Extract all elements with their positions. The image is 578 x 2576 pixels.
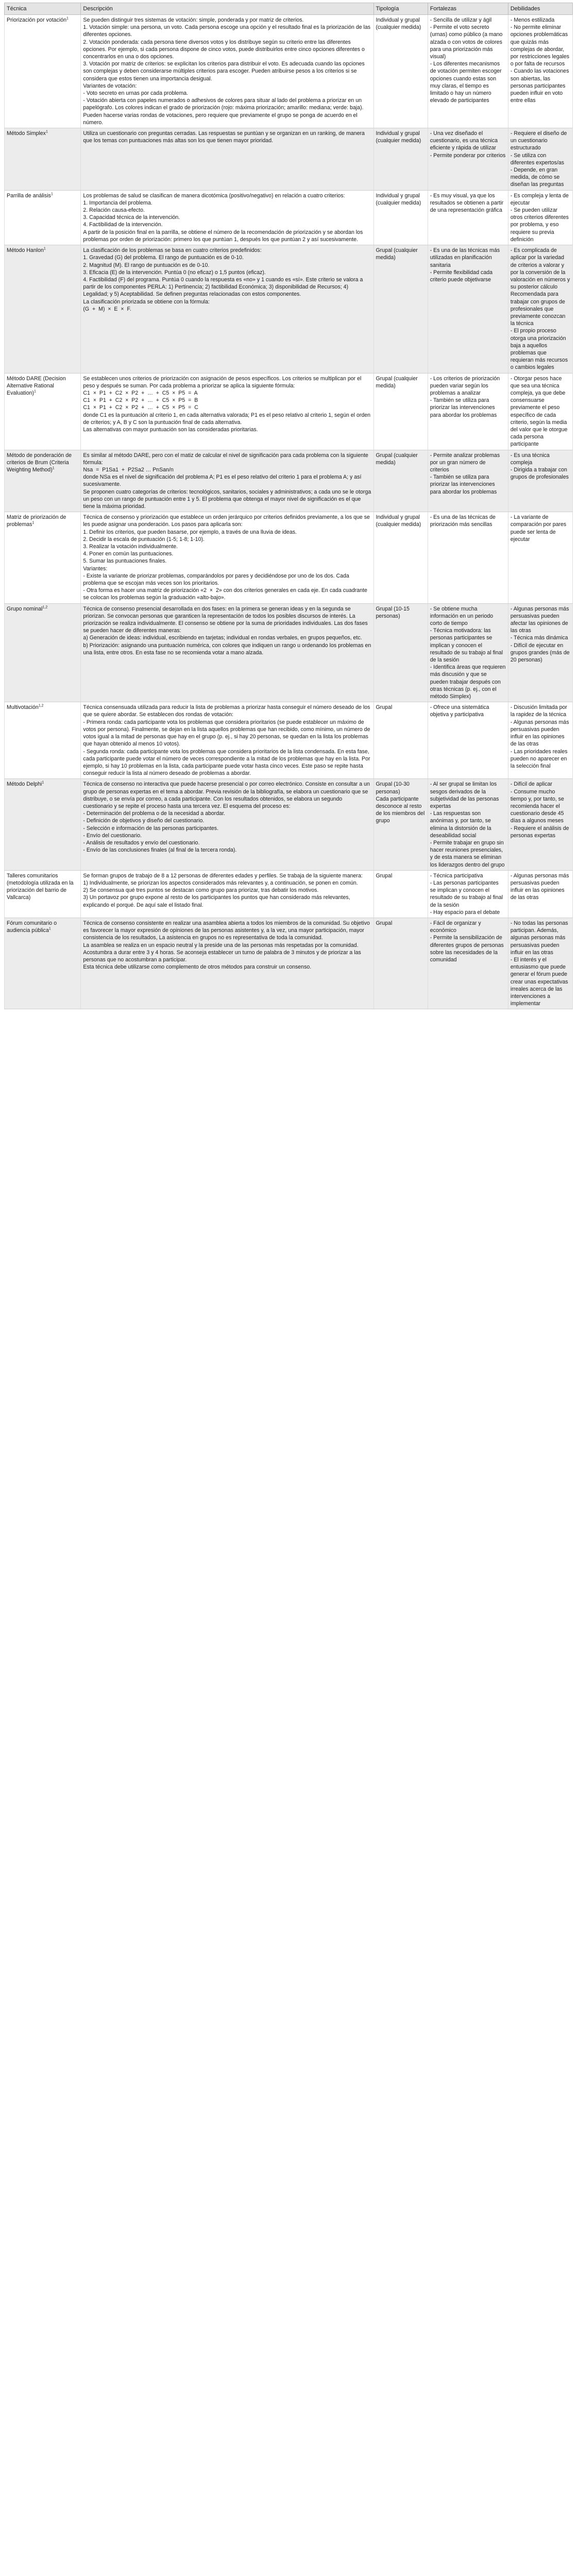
tipologia-text: Individual y grupal (cualquier medida) xyxy=(376,192,421,206)
cell-debilidades xyxy=(508,918,572,1009)
fortalezas-text: - Es una de las técnicas más utilizadas en planificación sanitaria xyxy=(430,247,502,268)
table-row xyxy=(5,450,573,512)
descripcion-text: Técnica de consenso consistente en realizar una asamblea abierta a todos los miembros de la comunidad. Su objetivo es favorecer la mayor expresión de opiniones de las personas asistentes y, a la vez, una mayor participación, mayor consistencia de los resultados, La asistencia en grupos no es representativa de toda la comunidad. xyxy=(83,920,371,941)
cell-debilidades xyxy=(508,603,572,702)
table-row xyxy=(5,128,573,191)
tipologia-text: Individual y grupal (cualquier medida) xyxy=(376,17,421,31)
cell-debilidades xyxy=(508,245,572,373)
descripcion-text: - Otra forma es hacer una matriz de priorización «2 × 2» con dos criterios generales en cada eje. En cada cuadrante se colocan los problemas según la graduación «alto-bajo». xyxy=(83,587,369,601)
reference-superscript: 1 xyxy=(48,927,51,931)
reference-superscript: 1 xyxy=(50,192,53,196)
debilidades-text: - Algunas personas más persuasivas pueden afectar las opiniones de las otras xyxy=(510,605,571,634)
fortalezas-text: - Las personas participantes se implican y conocen el resultado de su trabajo al final de la sesión xyxy=(430,879,504,908)
cell-fortalezas xyxy=(428,512,508,603)
cell-fortalezas xyxy=(428,245,508,373)
table-row xyxy=(5,373,573,450)
descripcion-text: donde C1 es la puntuación al criterio 1, en cada alternativa valorada; P1 es el peso relativo al criterio 1, según el orden de criterios; y A, B y C son la puntuación final de cada alternativa. xyxy=(83,412,372,426)
cell-fortalezas xyxy=(428,779,508,870)
tecnica-text: Método Hanlon xyxy=(7,247,44,254)
cell-tipologia xyxy=(373,918,428,1009)
reference-superscript: 1 xyxy=(42,781,44,785)
debilidades-text: - La variante de comparación por pares puede ser lenta de ejecutar xyxy=(510,514,568,543)
tipologia-text: Grupal xyxy=(376,872,393,879)
cell-fortalezas xyxy=(428,603,508,702)
cell-descripcion xyxy=(81,373,373,450)
fortalezas-text: - Sencilla de utilizar y ágil xyxy=(430,17,492,23)
cell-tipologia xyxy=(373,512,428,603)
reference-superscript: 1 xyxy=(32,521,35,525)
tecnica-text: Talleres comunitarios (metodología utilizada en la priorización del barrio de Vallcarca) xyxy=(7,872,75,901)
cell-debilidades xyxy=(508,779,572,870)
descripcion-text: 1) Individualmente, se priorizan los aspectos considerados más relevantes y, a continuación, se ponen en común. xyxy=(83,879,358,886)
fortalezas-text: - Identifica áreas que requieren más discusión y que se pueden trabajar después con otras técnicas (p. ej., con el método Simplex) xyxy=(430,664,507,700)
header-descripcion: Descripción xyxy=(81,3,373,15)
cell-fortalezas xyxy=(428,870,508,918)
reference-superscript: 1 xyxy=(45,130,48,134)
descripcion-text: 3. Realizar la votación individualmente. xyxy=(83,544,178,550)
descripcion-text: Nsa = P1Sa1 + P2Sa2 … PnSan/n xyxy=(83,466,174,473)
debilidades-text: - Se utiliza con diferentes expertos/as xyxy=(510,152,565,166)
cell-fortalezas xyxy=(428,15,508,128)
descripcion-text: 5. Sumar las puntuaciones finales. xyxy=(83,558,167,565)
descripcion-text: - Envío del cuestionario. xyxy=(83,832,142,839)
descripcion-text: - Determinación del problema o de la necesidad a abordar. xyxy=(83,810,225,817)
tecnica-text: Matriz de priorización de problemas xyxy=(7,514,68,528)
descripcion-text: donde NSa es el nivel de significación del problema A; P1 es el peso relativo del criterio 1 para el problema A; y así sucesivamente. xyxy=(83,474,363,488)
debilidades-text: - Difícil de ejecutar en grupos grandes (más de 20 personas) xyxy=(510,642,571,664)
tipologia-text: Grupal (cualquier medida) xyxy=(376,375,419,389)
descripcion-text: 3) Un portavoz por grupo expone al resto de los participantes los puntos que han considerado más relevantes, explicando el porqué. De aquí sale el listado final. xyxy=(83,894,352,908)
descripcion-text: Se pueden distinguir tres sistemas de votación: simple, ponderada y por matriz de criterios. xyxy=(83,17,304,23)
tecnica-text: Fórum comunitario o audiencia pública xyxy=(7,920,59,934)
debilidades-text: - Dirigida a trabajar con grupos de profesionales xyxy=(510,466,569,481)
debilidades-text: - El propio proceso otorga una priorización baja a aquellos problemas que requieran más recursos o cambios legales xyxy=(510,328,570,371)
descripcion-text: Se forman grupos de trabajo de 8 a 12 personas de diferentes edades y perfiles. Se trabaja de la siguiente manera: xyxy=(83,872,363,879)
descripcion-text: - Definición de objetivos y diseño del cuestionario. xyxy=(83,818,205,824)
fortalezas-text: - Los criterios de priorización pueden variar según los problemas a analizar xyxy=(430,375,502,396)
descripcion-text: Técnica de consenso no interactiva que puede hacerse presencial o por correo electrónico. Consiste en consultar a un grupo de personas expertas en el tema a abordar. Previa revisión de la bibliografía, se elabora un cuestionario que se distribuye, o se envía por correo, a cada participante. Con los resultados obtenidos, se elabora un segundo cuestionario y se repite el proceso hasta una tercera vez. El esquema del proceso es: xyxy=(83,781,371,809)
debilidades-text: - Algunas personas más persuasivas pueden influir en las opiniones de las otras xyxy=(510,872,571,901)
tecnica-text: Método Simplex xyxy=(7,130,46,137)
cell-debilidades xyxy=(508,702,572,779)
descripcion-text: 1. Votación simple: una persona, un voto. Cada persona escoge una opción y el resultado final es la priorización de las diferentes opciones. xyxy=(83,24,372,38)
table-row xyxy=(5,918,573,1009)
descripcion-text: 2) Se consensua qué tres puntos se destacan como grupo para priorizar, tras debatir los motivos. xyxy=(83,887,319,894)
descripcion-text: Se establecen unos criterios de priorización con asignación de pesos específicos. Los criterios se multiplican por el peso y después se suman. Por cada problema a priorizar se aplica la siguiente fórmula: xyxy=(83,375,363,389)
cell-tecnica xyxy=(5,450,81,512)
descripcion-text: La clasificación de los problemas se basa en cuatro criterios predefinidos: xyxy=(83,247,262,254)
fortalezas-text: - Una vez diseñado el cuestionario, es una técnica eficiente y rápida de utilizar xyxy=(430,130,499,151)
cell-tecnica xyxy=(5,702,81,779)
tipologia-text: Grupal xyxy=(376,920,393,926)
debilidades-text: - Cuando las votaciones son abiertas, las personas participantes pueden influir en voto entre ellas xyxy=(510,68,571,104)
cell-debilidades xyxy=(508,128,572,191)
cell-debilidades xyxy=(508,450,572,512)
cell-fortalezas xyxy=(428,450,508,512)
tipologia-text: Cada participante desconoce al resto de los miembros del grupo xyxy=(376,795,427,824)
cell-tipologia xyxy=(373,702,428,779)
cell-debilidades xyxy=(508,15,572,128)
descripcion-text: 2. Magnitud (M). El rango de puntuación es de 0-10. xyxy=(83,262,210,268)
tecnica-text: Método de ponderación de criterios de Brum (Criteria Weighting Method) xyxy=(7,452,73,473)
debilidades-text: - Se pueden utilizar otros criterios diferentes por problema, y eso requiere su previa definición xyxy=(510,207,570,243)
descripcion-text: La clasificación priorizada se obtiene con la fórmula: xyxy=(83,298,210,305)
debilidades-text: - Es una técnica compleja xyxy=(510,452,551,466)
table-row xyxy=(5,702,573,779)
cell-descripcion xyxy=(81,15,373,128)
cell-tecnica xyxy=(5,128,81,191)
debilidades-text: - Requiere el diseño de un cuestionario estructurado xyxy=(510,130,569,151)
descripcion-text: 2. Decidir la escala de puntuación (1-5; 1-8; 1-10). xyxy=(83,536,205,543)
cell-debilidades xyxy=(508,512,572,603)
fortalezas-text: - Permite flexibilidad cada criterio puede objetivarse xyxy=(430,269,494,283)
cell-tipologia xyxy=(373,245,428,373)
cell-tecnica xyxy=(5,918,81,1009)
fortalezas-text: - Al ser grupal se limitan los sesgos derivados de la subjetividad de las personas expertas xyxy=(430,781,501,809)
reference-superscript: 1,2 xyxy=(38,704,44,708)
cell-tipologia xyxy=(373,190,428,245)
cell-tipologia xyxy=(373,870,428,918)
tipologia-text: Grupal xyxy=(376,704,393,711)
cell-descripcion xyxy=(81,702,373,779)
descripcion-text: C1 × P1 + C2 × P2 + … + C5 × P5 = C xyxy=(83,404,198,411)
fortalezas-text: - Hay espacio para el debate xyxy=(430,909,500,916)
cell-descripcion xyxy=(81,128,373,191)
cell-descripcion xyxy=(81,245,373,373)
fortalezas-text: - Se obtiene mucha información en un periodo corto de tiempo xyxy=(430,605,495,627)
cell-fortalezas xyxy=(428,373,508,450)
cell-fortalezas xyxy=(428,128,508,191)
fortalezas-text: - Los diferentes mecanismos de votación permiten escoger opciones cuando estas son muy claras, el tiempo es limitado o hay un número elevado de participantes xyxy=(430,61,503,104)
cell-descripcion xyxy=(81,512,373,603)
tecnica-text: Método Delphi xyxy=(7,781,42,788)
fortalezas-text: - También se utiliza para priorizar las intervenciones para abordar los problemas xyxy=(430,397,497,418)
descripcion-text: Las alternativas con mayor puntuación son las consideradas prioritarias. xyxy=(83,426,258,433)
header-debilidades: Debilidades xyxy=(508,3,572,15)
cell-tecnica xyxy=(5,603,81,702)
descripcion-text: b) Priorización: asignando una puntuación numérica, con colores que indiquen un rango u ordenando los problemas en una lista, entre otros. En esta fase no se recomienda votar a mano alzada. xyxy=(83,642,373,656)
cell-tecnica xyxy=(5,15,81,128)
header-fortalezas: Fortalezas xyxy=(428,3,508,15)
tecnica-text: Grupo nominal xyxy=(7,605,43,612)
descripcion-text: a) Generación de ideas: individual, escribiendo en tarjetas; individual en rondas verbales, en grupos pequeños, etc. xyxy=(83,635,362,641)
tipologia-text: Grupal (cualquier medida) xyxy=(376,452,419,466)
debilidades-text: - Las prioridades reales pueden no aparecer en la selección final xyxy=(510,748,569,769)
descripcion-text: 2. Votación ponderada: cada persona tiene diversos votos y los distribuye según su criterio entre las diferentes opciones. Por ejemplo, si cada persona dispone de cinco votos, puede distribuirlos entre cinco opciones diferentes o concentrarlos en una o dos opciones. xyxy=(83,39,366,60)
fortalezas-text: - Permite ponderar por criterios xyxy=(430,152,506,159)
cell-tipologia xyxy=(373,779,428,870)
descripcion-text: 1. Gravedad (G) del problema. El rango de puntuación es de 0-10. xyxy=(83,255,244,261)
debilidades-text: - Técnica más dinámica xyxy=(510,635,568,641)
descripcion-text: - Análisis de resultados y envío del cuestionario. xyxy=(83,839,200,846)
descripcion-text: - Primera ronda: cada participante vota los problemas que considera prioritarios (se puede establecer un máximo de votos por persona). Finalmente, se dejan en la lista aquellos problemas que han recibido, como mínimo, un número de votos igual a la mitad de personas que hay en el grupo (p. ej., si hay 20 personas, se quedan en la lista los problemas que hayan obtenido al menos 10 votos). xyxy=(83,719,372,748)
priorization-techniques-table xyxy=(4,3,573,1009)
fortalezas-text: - Permite la sensibilización de diferentes grupos de personas sobre las necesidades de la comunidad xyxy=(430,935,505,963)
reference-superscript: 1 xyxy=(66,16,69,21)
descripcion-text: - Envío de las conclusiones finales (al final de la tercera ronda). xyxy=(83,847,237,854)
debilidades-text: - Es compleja y lenta de ejecutar xyxy=(510,192,570,206)
reference-superscript: 1,2 xyxy=(42,605,48,609)
debilidades-text: - Consume mucho tiempo y, por tanto, se recomienda hacer el cuestionario desde 45 días a algunos meses xyxy=(510,788,566,824)
tipologia-text: Individual y grupal (cualquier medida) xyxy=(376,514,421,528)
header-tecnica: Técnica xyxy=(5,3,81,15)
debilidades-text: Recomendada para trabajar con grupos de profesionales que previamente conozcan la técnica xyxy=(510,291,567,327)
debilidades-text: - Depende, en gran medida, de cómo se diseñan las preguntas xyxy=(510,167,564,188)
descripcion-text: - Existe la variante de priorizar problemas, comparándolos por pares y decidiéndose por uno de los dos. Cada problema que se escojan más veces son los prioritarios. xyxy=(83,572,351,587)
debilidades-text: - Es complicada de aplicar por la variedad de criterios a valorar y por la conversión de la valoración en números y su posterior cálculo xyxy=(510,247,572,291)
descripcion-text: - Segunda ronda: cada participante vota los problemas que considera prioritarios de la lista condensada. En esta fase, cada participante puede votar el número de veces correspondiente a la mitad de los problemas que hay en la lista. Por ejemplo, si hay 10 problemas en la lista, cada participante puede votar hasta cinco veces. Este paso se repite hasta conseguir reducir la lista al número deseado de problemas a abordar. xyxy=(83,748,372,777)
reference-superscript: 1 xyxy=(43,247,46,251)
fortalezas-text: - Técnica motivadora: las personas participantes se implican y conocen el resultado de su trabajo al final de la sesión xyxy=(430,628,504,664)
reference-superscript: 1 xyxy=(34,389,36,394)
descripcion-text: 3. Capacidad técnica de la intervención. xyxy=(83,214,180,221)
debilidades-text: - El interés y el entusiasmo que puede generar el fórum puede crear unas expectativas irreales acerca de las intervenciones a implementar xyxy=(510,956,570,1007)
fortalezas-text: - Permite analizar problemas por un gran número de criterios xyxy=(430,452,502,473)
cell-tecnica xyxy=(5,373,81,450)
cell-tipologia xyxy=(373,15,428,128)
descripcion-text: 3. Votación por matriz de criterios: se explicitan los criterios para distribuir el voto. Es adecuada cuando las opciones son complejas y deben considerarse múltiples criterios para escoger. Pueden atribuirse pesos a los criterios si se considera que estos tienen una importancia desigual. xyxy=(83,61,366,82)
fortalezas-text: - Es una de las técnicas de priorización más sencillas xyxy=(430,514,497,528)
debilidades-text: - Requiere el análisis de personas expertas xyxy=(510,825,571,839)
header-tipologia: Tipología xyxy=(373,3,428,15)
descripcion-text: La asamblea se realiza en un espacio neutral y la preside una de las personas más respetadas por la comunidad. Acostumbra a durar entre 3 y 4 horas. Se aconseja establecer un turno de palabra de 3 minutos y de priorizar a las personas que no acostumbran a participar. xyxy=(83,942,363,963)
fortalezas-text: - Es muy visual, ya que los resultados se obtienen a partir de una representación gráfica xyxy=(430,192,505,214)
descripcion-text: Es similar al método DARE, pero con el matiz de calcular el nivel de significación para cada problema con la siguiente fórmula: xyxy=(83,452,370,466)
descripcion-text: Variantes de votación: xyxy=(83,82,137,89)
descripcion-text: - Voto secreto en urnas por cada problema. xyxy=(83,90,189,97)
debilidades-text: - Algunas personas más persuasivas pueden influir en las opiniones de las otras xyxy=(510,719,571,748)
tipologia-text: Individual y grupal (cualquier medida) xyxy=(376,130,421,144)
descripcion-text: 1. Definir los criterios, que pueden basarse, por ejemplo, a través de una lluvia de ideas. xyxy=(83,529,297,535)
cell-fortalezas xyxy=(428,190,508,245)
tipologia-text: Grupal (10-30 personas) xyxy=(376,781,411,795)
cell-tecnica xyxy=(5,245,81,373)
tipologia-text: Grupal (cualquier medida) xyxy=(376,247,419,261)
descripcion-text: 3. Eficacia (E) de la intervención. Puntúa 0 (no eficaz) o 1,5 puntos (eficaz). xyxy=(83,269,266,276)
cell-tecnica xyxy=(5,512,81,603)
debilidades-text: - Difícil de aplicar xyxy=(510,781,553,788)
descripcion-text: 4. Poner en común las puntuaciones. xyxy=(83,551,174,557)
cell-tecnica xyxy=(5,779,81,870)
cell-tipologia xyxy=(373,450,428,512)
descripcion-text: 4. Factibilidad (F) del programa. Puntúa 0 cuando la respuesta es «no» y 1 cuando es «sí». Este criterio se valora a partir de los componentes PERLA: 1) Pertinencia; 2) factibilidad Económica; 3) disponibilidad de Recursos; 4) Legalidad; y 5) Aceptabilidad. Se definen preguntas relacionadas con estos componentes. xyxy=(83,276,365,298)
descripcion-text: Esta técnica debe utilizarse como complemento de otros métodos para construir un consenso. xyxy=(83,964,312,971)
descripcion-text: Los problemas de salud se clasifican de manera dicotómica (positivo/negativo) en relación a cuatro criterios: xyxy=(83,192,345,199)
cell-fortalezas xyxy=(428,918,508,1009)
table-row xyxy=(5,603,573,702)
tecnica-text: Multivotación xyxy=(7,704,39,711)
cell-debilidades xyxy=(508,373,572,450)
descripcion-text: A partir de la posición final en la parrilla, se obtiene el número de la recomendación de priorización y se abordan los problemas por orden de priorización: primero los que puntúan 1, después los que puntúan 2 y así sucesivamente. xyxy=(83,229,365,243)
debilidades-text: - Otorgar pesos hace que sea una técnica compleja, ya que debe consensuarse previamente el peso específico de cada criterio, según la media del valor que le otorgue cada persona participante xyxy=(510,375,569,448)
tipologia-text: Grupal (10-15 personas) xyxy=(376,605,411,619)
cell-descripcion xyxy=(81,918,373,1009)
cell-tecnica xyxy=(5,870,81,918)
fortalezas-text: - Permite trabajar en grupo sin hacer reuniones presenciales, y de esta manera se eliminan los liderazgos dentro del grupo xyxy=(430,839,505,868)
cell-debilidades xyxy=(508,190,572,245)
fortalezas-text: - Permite el voto secreto (urnas) como público (a mano alzada o con votos de colores para una priorización más visual) xyxy=(430,24,504,60)
debilidades-text: - Menos estilizada xyxy=(510,17,555,23)
tecnica-text: Priorización por votación xyxy=(7,17,66,23)
descripcion-text: 1. Importancia del problema. xyxy=(83,199,152,206)
cell-tipologia xyxy=(373,603,428,702)
tecnica-text: Método DARE (Decision Alternative Rational Evaluation) xyxy=(7,375,67,396)
table-row xyxy=(5,245,573,373)
table-row xyxy=(5,779,573,870)
descripcion-text: Técnica consensuada utilizada para reducir la lista de problemas a priorizar hasta conseguir el número deseado de los que se quiere abordar. Se establecen dos rondas de votación: xyxy=(83,704,372,718)
descripcion-text: 4. Factibilidad de la intervención. xyxy=(83,222,163,228)
table-row xyxy=(5,870,573,918)
descripcion-text: Técnica de consenso presencial desarrollada en dos fases: en la primera se generan ideas y en la segunda se priorizan. Se convocan personas que garanticen la representación de todos los posibles discursos de interés. La priorización se realiza individualmente. El consenso se obtiene por la suma de prioridades individuales. Las dos fases se pueden hacer de diferentes maneras: xyxy=(83,605,369,634)
descripcion-text: C1 × P1 + C2 × P2 + … + C5 × P5 = A xyxy=(83,389,198,396)
descripcion-text: C1 × P1 + C2 × P2 + … + C5 × P5 = B xyxy=(83,397,198,404)
cell-debilidades xyxy=(508,870,572,918)
descripcion-text: (G + M) × E × F. xyxy=(83,306,131,312)
cell-fortalezas xyxy=(428,702,508,779)
cell-descripcion xyxy=(81,190,373,245)
priorization-techniques-table-container xyxy=(4,3,573,1009)
debilidades-text: - No permite eliminar opciones problemáticas que quizás más complejas de abordar, por restricciones legales o por falta de recursos xyxy=(510,24,571,67)
fortalezas-text: - Técnica participativa xyxy=(430,872,483,879)
cell-tecnica xyxy=(5,190,81,245)
reference-superscript: 1 xyxy=(52,466,55,470)
cell-descripcion xyxy=(81,870,373,918)
fortalezas-text: - Las respuestas son anónimas y, por tanto, se elimina la distorsión de la deseabilidad social xyxy=(430,810,493,839)
cell-descripcion xyxy=(81,450,373,512)
cell-descripcion xyxy=(81,779,373,870)
debilidades-text: - No todas las personas participan. Además, algunas personas más persuasivas pueden influir en las otras xyxy=(510,920,570,956)
fortalezas-text: - Fácil de organizar y económico xyxy=(430,920,483,934)
descripcion-text: 2. Relación causa-efecto. xyxy=(83,207,145,214)
descripcion-text: Técnica de consenso y priorización que establece un orden jerárquico por criterios definidos previamente, a los que se les puede asignar una ponderación. Los pasos para aplicarla son: xyxy=(83,514,371,528)
table-header-row xyxy=(5,3,573,15)
table-row xyxy=(5,190,573,245)
cell-tipologia xyxy=(373,128,428,191)
table-row xyxy=(5,15,573,128)
table-body xyxy=(5,15,573,1009)
descripcion-text: Utiliza un cuestionario con preguntas cerradas. Las respuestas se puntúan y se organizan en un ranking, de manera que los temas con puntuaciones más altas son los que tienen mayor prioridad. xyxy=(83,130,366,144)
fortalezas-text: - También se utiliza para priorizar las intervenciones para abordar los problemas xyxy=(430,474,497,495)
table-row xyxy=(5,512,573,603)
debilidades-text: - Discusión limitada por la rapidez de la técnica xyxy=(510,704,569,718)
descripcion-text: - Selección e información de las personas participantes. xyxy=(83,825,219,832)
descripcion-text: - Votación abierta con papeles numerados o adhesivos de colores para situar al lado del problema a priorizar en un papelógrafo. Los colores indican el grado de priorización (rojo: máxima priorización; amarillo: mediana; verde: baja). Pueden hacerse varias rondas de votaciones, pero requiere que previamente el grupo se ponga de acuerdo en el número. xyxy=(83,97,365,126)
cell-descripcion xyxy=(81,603,373,702)
fortalezas-text: - Ofrece una sistemática objetiva y participativa xyxy=(430,704,491,718)
cell-tipologia xyxy=(373,373,428,450)
descripcion-text: Se proponen cuatro categorías de criterios: tecnológicos, sanitarios, sociales y administrativos; a cada uno se le otorga un peso con un rango de puntuación entre 1 y 5. El problema que obtenga el mayor nivel de significación es el que tiene la máxima prioridad. xyxy=(83,488,373,510)
descripcion-text: Variantes: xyxy=(83,565,108,572)
tecnica-text: Parrilla de análisis xyxy=(7,192,51,199)
